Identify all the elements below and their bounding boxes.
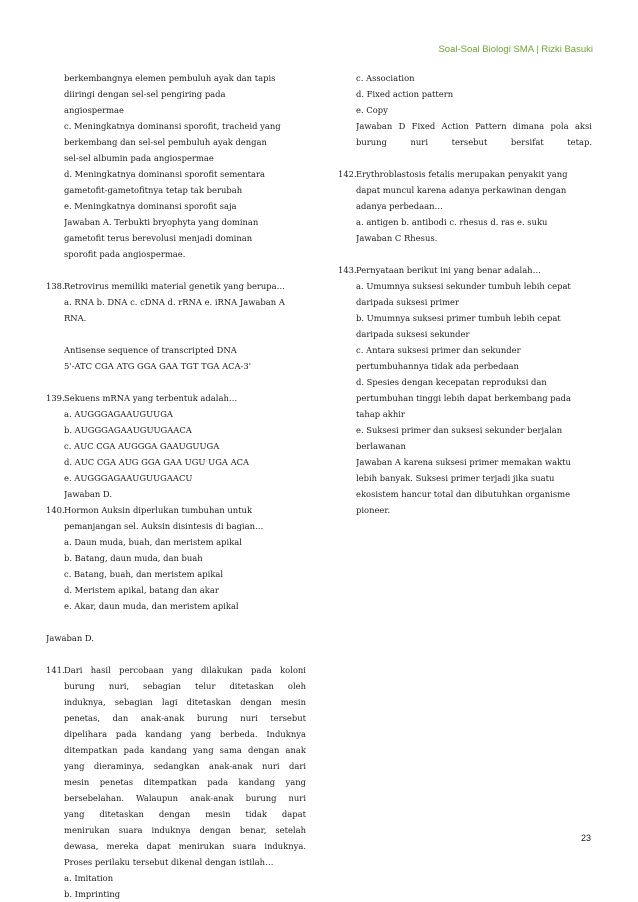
text-line: berkembang dan sel-sel pembuluh ayak dengan (64, 137, 267, 147)
text-line: dipelihara pada kandang yang berbeda. Induknya (64, 729, 306, 739)
question-140 (46, 502, 306, 614)
text-line: pemanjangan sel. Auksin disintesis di bagian… (64, 521, 264, 531)
text-line: Hormon Auksin diperlukan tumbuhan untuk (64, 505, 253, 515)
left-column (46, 70, 306, 902)
text-line: berlawanan (356, 441, 406, 451)
text-line: Jawaban A karena suksesi primer memakan waktu (356, 457, 571, 467)
text-line: mesin penetas ditempatkan pada kandang yang (64, 777, 306, 787)
text-line: a. Imitation (64, 873, 114, 883)
text-line: Jawaban D. (64, 489, 113, 499)
text-line: e. Suksesi primer dan suksesi sekunder berjalan (356, 425, 563, 435)
text-line: Jawaban D Fixed Action Pattern dimana pola aksi (356, 121, 592, 131)
right-column (338, 70, 592, 518)
text-line: e. Meningkatnya dominansi sporofit saja (64, 201, 237, 211)
text-line: adanya perbedaan… (356, 201, 443, 211)
running-header: Soal-Soal Biologi SMA | Rizki Basuki (438, 44, 593, 55)
question-number: 139. (46, 393, 65, 403)
text-line: c. Association (356, 73, 415, 83)
text-line: d. AUC CGA AUG GGA GAA UGU UGA ACA (64, 457, 250, 467)
question-number: 138. (46, 281, 65, 291)
text-line: ekosistem hancur total dan dibutuhkan organisme (356, 489, 571, 499)
text-line: tahap akhir (356, 409, 405, 419)
question-number: 140. (46, 505, 65, 515)
text-line: pertumbuhannya tidak ada perbedaan (356, 361, 519, 371)
question-number: 141. (46, 665, 65, 675)
text-line: diiringi dengan sel-sel pengiring pada (64, 89, 226, 99)
text-line: c. Batang, buah, dan meristem apikal (64, 569, 224, 579)
question-137-continuation (46, 70, 306, 262)
text-line: sel-sel albumin pada angiospermae (64, 153, 214, 163)
text-line: d. Meristem apikal, batang dan akar (64, 585, 219, 595)
text-line: daripada suksesi primer (356, 297, 460, 307)
text-line: a. AUGGGAGAAUGUUGA (64, 409, 173, 419)
text-line: Jawaban A. Terbukti bryophyta yang dominan (64, 217, 259, 227)
text-line: e. Akar, daun muda, dan meristem apikal (64, 601, 239, 611)
text-line: berkembangnya elemen pembuluh ayak dan tapis (64, 73, 276, 83)
text-line: pioneer. (356, 505, 391, 515)
text-line: gametofit-gametofitnya tetap tak berubah (64, 185, 243, 195)
text-line: dapat muncul karena adanya perkawinan dengan (356, 185, 567, 195)
text-line: c. AUC CGA AUGGGA GAAUGUUGA (64, 441, 220, 451)
text-line: penetas, dan anak-anak burung nuri tersebut (64, 713, 306, 723)
text-line: b. Imprinting (64, 889, 121, 899)
text-line: gametofit terus berevolusi menjadi dominan (64, 233, 253, 243)
text-line: induknya, sebagian lagi ditetaskan dengan mesin (64, 697, 306, 707)
text-line: 5'-ATC CGA ATG GGA GAA TGT TGA ACA-3' (64, 361, 252, 371)
question-142 (338, 166, 592, 246)
text-line: b. AUGGGAGAAUGUUGAACA (64, 425, 192, 435)
question-139 (46, 390, 306, 502)
text-line: burung nuri, sebagian telur ditetaskan oleh (64, 681, 306, 691)
text-line: burung nuri tersebut bersifat tetap. (356, 137, 592, 147)
text-line: d. Fixed action pattern (356, 89, 454, 99)
text-line: yang ditetaskan dengan mesin tidak dapat (64, 809, 306, 819)
text-line: Proses perilaku tersebut dikenal dengan istilah… (64, 857, 274, 867)
text-line: a. Umumnya suksesi sekunder tumbuh lebih cepat (356, 281, 571, 291)
text-line: e. AUGGGAGAAUGUUGAACU (64, 473, 193, 483)
text-line: bersebelahan. Walaupun anak-anak burung nuri (64, 793, 306, 803)
answer-140: Jawaban D. (46, 633, 95, 643)
text-line: c. Meningkatnya dominansi sporofit, tracheid yang (64, 121, 281, 131)
page-number: 23 (580, 833, 591, 843)
text-line: RNA. (64, 313, 87, 323)
text-line: Erythroblastosis fetalis merupakan penyakit yang (356, 169, 568, 179)
text-line: Dari hasil percobaan yang dilakukan pada koloni (64, 665, 306, 675)
text-line: Antisense sequence of transcripted DNA (64, 345, 237, 355)
text-line: pertumbuhan tinggi lebih dapat berkembang pada (356, 393, 571, 403)
text-line: ditempatkan pada kandang yang sama dengan anak (64, 745, 306, 755)
text-line: c. Antara suksesi primer dan sekunder (356, 345, 521, 355)
text-line: lebih banyak. Suksesi primer terjadi jika suatu (356, 473, 555, 483)
question-number: 142. (338, 169, 357, 179)
text-line: Pernyataan berikut ini yang benar adalah… (356, 265, 541, 275)
question-141 (46, 662, 306, 902)
text-line: daripada suksesi sekunder (356, 329, 470, 339)
text-line: a. Daun muda, buah, dan meristem apikal (64, 537, 242, 547)
text-line: Sekuens mRNA yang terbentuk adalah… (64, 393, 238, 403)
text-line: yang dieraminya, sedangkan anak-anak nuri dari (64, 761, 306, 771)
text-line: a. RNA b. DNA c. cDNA d. rRNA e. iRNA Jawaban A (64, 297, 285, 307)
text-line: Retrovirus memiliki material genetik yang berupa… (64, 281, 286, 291)
text-line: Jawaban C Rhesus. (356, 233, 438, 243)
question-141-continuation (338, 70, 592, 150)
text-line: dewasa, mereka dapat menirukan suara induknya. (64, 841, 306, 851)
text-line: b. Batang, daun muda, dan buah (64, 553, 203, 563)
text-line: d. Spesies dengan kecepatan reproduksi dan (356, 377, 547, 387)
question-143 (338, 262, 592, 518)
text-line: a. antigen b. antibodi c. rhesus d. ras e. suku (356, 217, 548, 227)
text-line: angiospermae (64, 105, 124, 115)
text-line: b. Umumnya suksesi primer tumbuh lebih cepat (356, 313, 561, 323)
question-138 (46, 278, 306, 374)
text-line: d. Meningkatnya dominansi sporofit sementara (64, 169, 265, 179)
text-line: sporofit pada angiospermae. (64, 249, 186, 259)
text-line: menirukan suara induknya dengan benar, setelah (64, 825, 306, 835)
text-line: e. Copy (356, 105, 388, 115)
question-number: 143. (338, 265, 357, 275)
